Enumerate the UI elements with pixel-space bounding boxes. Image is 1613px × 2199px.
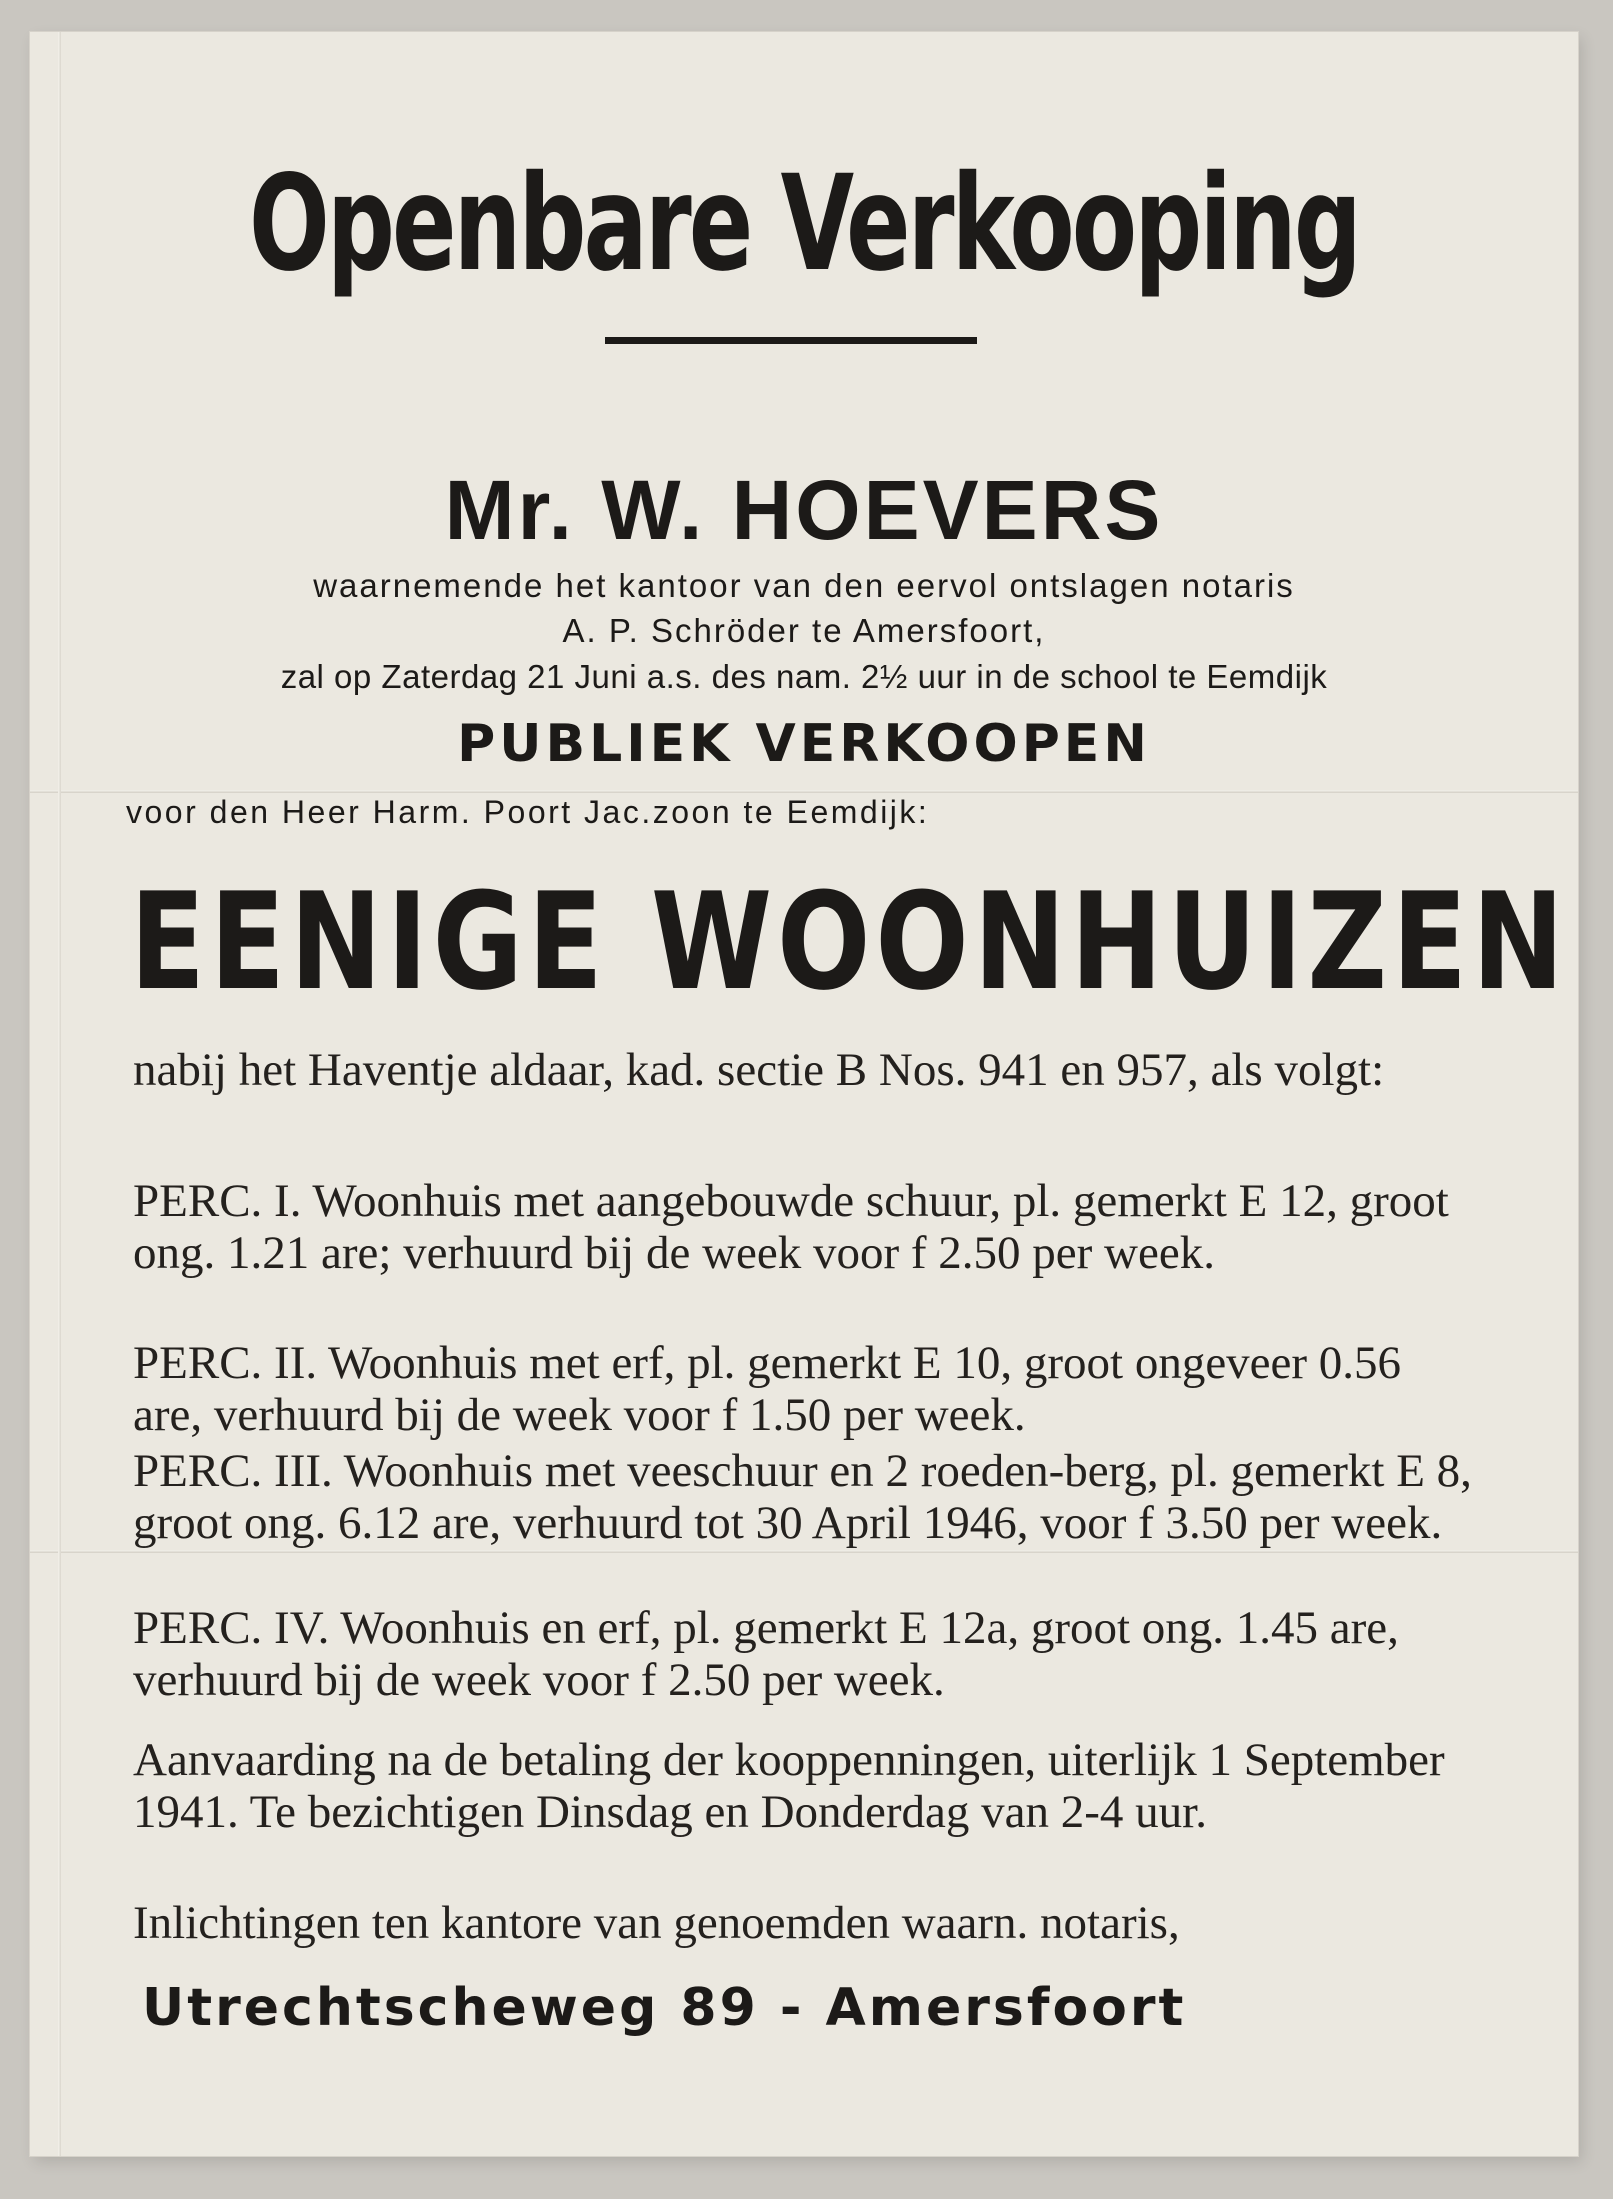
poster-sheet <box>30 32 1578 2156</box>
parcel-1 <box>133 1175 1473 1279</box>
on-behalf-line: voor den Heer Harm. Poort Jac.zoon te Eemdijk: <box>126 794 930 830</box>
poster-content <box>30 32 1578 2156</box>
parcel-text: Woonhuis en erf, pl. gemerkt E 12a, groot ong. 1.45 are, verhuurd bij de week voor f 2.50 per week. <box>133 1602 1399 1706</box>
parcel-text: Woonhuis met aangebouwde schuur, pl. gemerkt E 12, groot ong. 1.21 are; verhuurd bij de week voor f 2.50 per week. <box>133 1175 1449 1279</box>
title-underline <box>605 337 977 344</box>
intro-paragraph: nabij het Haventje aldaar, kad. sectie B Nos. 941 en 957, als volgt: <box>133 1044 1385 1096</box>
main-heading: EENIGE WOONHUIZEN <box>130 864 1569 1020</box>
parcel-label: PERC. I. <box>133 1175 302 1227</box>
acceptance-paragraph: Aanvaarding na de betaling der kooppenningen, uiterlijk 1 September 1941. Te bezichtigen Dinsdag en Donderdag van 2-4 uur. <box>133 1734 1445 1838</box>
parcel-4 <box>133 1602 1473 1706</box>
parcel-label: PERC. III. <box>133 1445 333 1497</box>
parcel-text: Woonhuis met veeschuur en 2 roeden-berg, pl. gemerkt E 8, groot ong. 6.12 are, verhuurd tot 30 April 1946, voor f 3.50 per week. <box>133 1445 1472 1549</box>
parcel-label: PERC. IV. <box>133 1602 330 1654</box>
parcel-3 <box>133 1445 1473 1549</box>
sale-heading: PUBLIEK VERKOOPEN <box>457 714 1151 774</box>
notary-line-2: A. P. Schröder te Amersfoort, <box>562 612 1046 649</box>
office-address: Utrechtscheweg 89 - Amersfoort <box>142 1978 1187 2038</box>
parcel-text: Woonhuis met erf, pl. gemerkt E 10, groot ongeveer 0.56 are, verhuurd bij de week voor f 1.50 per week. <box>133 1337 1402 1441</box>
parcel-2 <box>133 1337 1473 1441</box>
info-line: Inlichtingen ten kantore van genoemden waarn. notaris, <box>133 1897 1180 1949</box>
notary-name: Mr. W. HOEVERS <box>444 463 1164 557</box>
notary-line-1: waarnemende het kantoor van den eervol ontslagen notaris <box>313 567 1295 604</box>
poster-title: Openbare Verkooping <box>248 147 1360 301</box>
parcel-label: PERC. II. <box>133 1337 318 1389</box>
sale-date-line: zal op Zaterdag 21 Juni a.s. des nam. 2½ uur in de school te Eemdijk <box>280 658 1328 695</box>
